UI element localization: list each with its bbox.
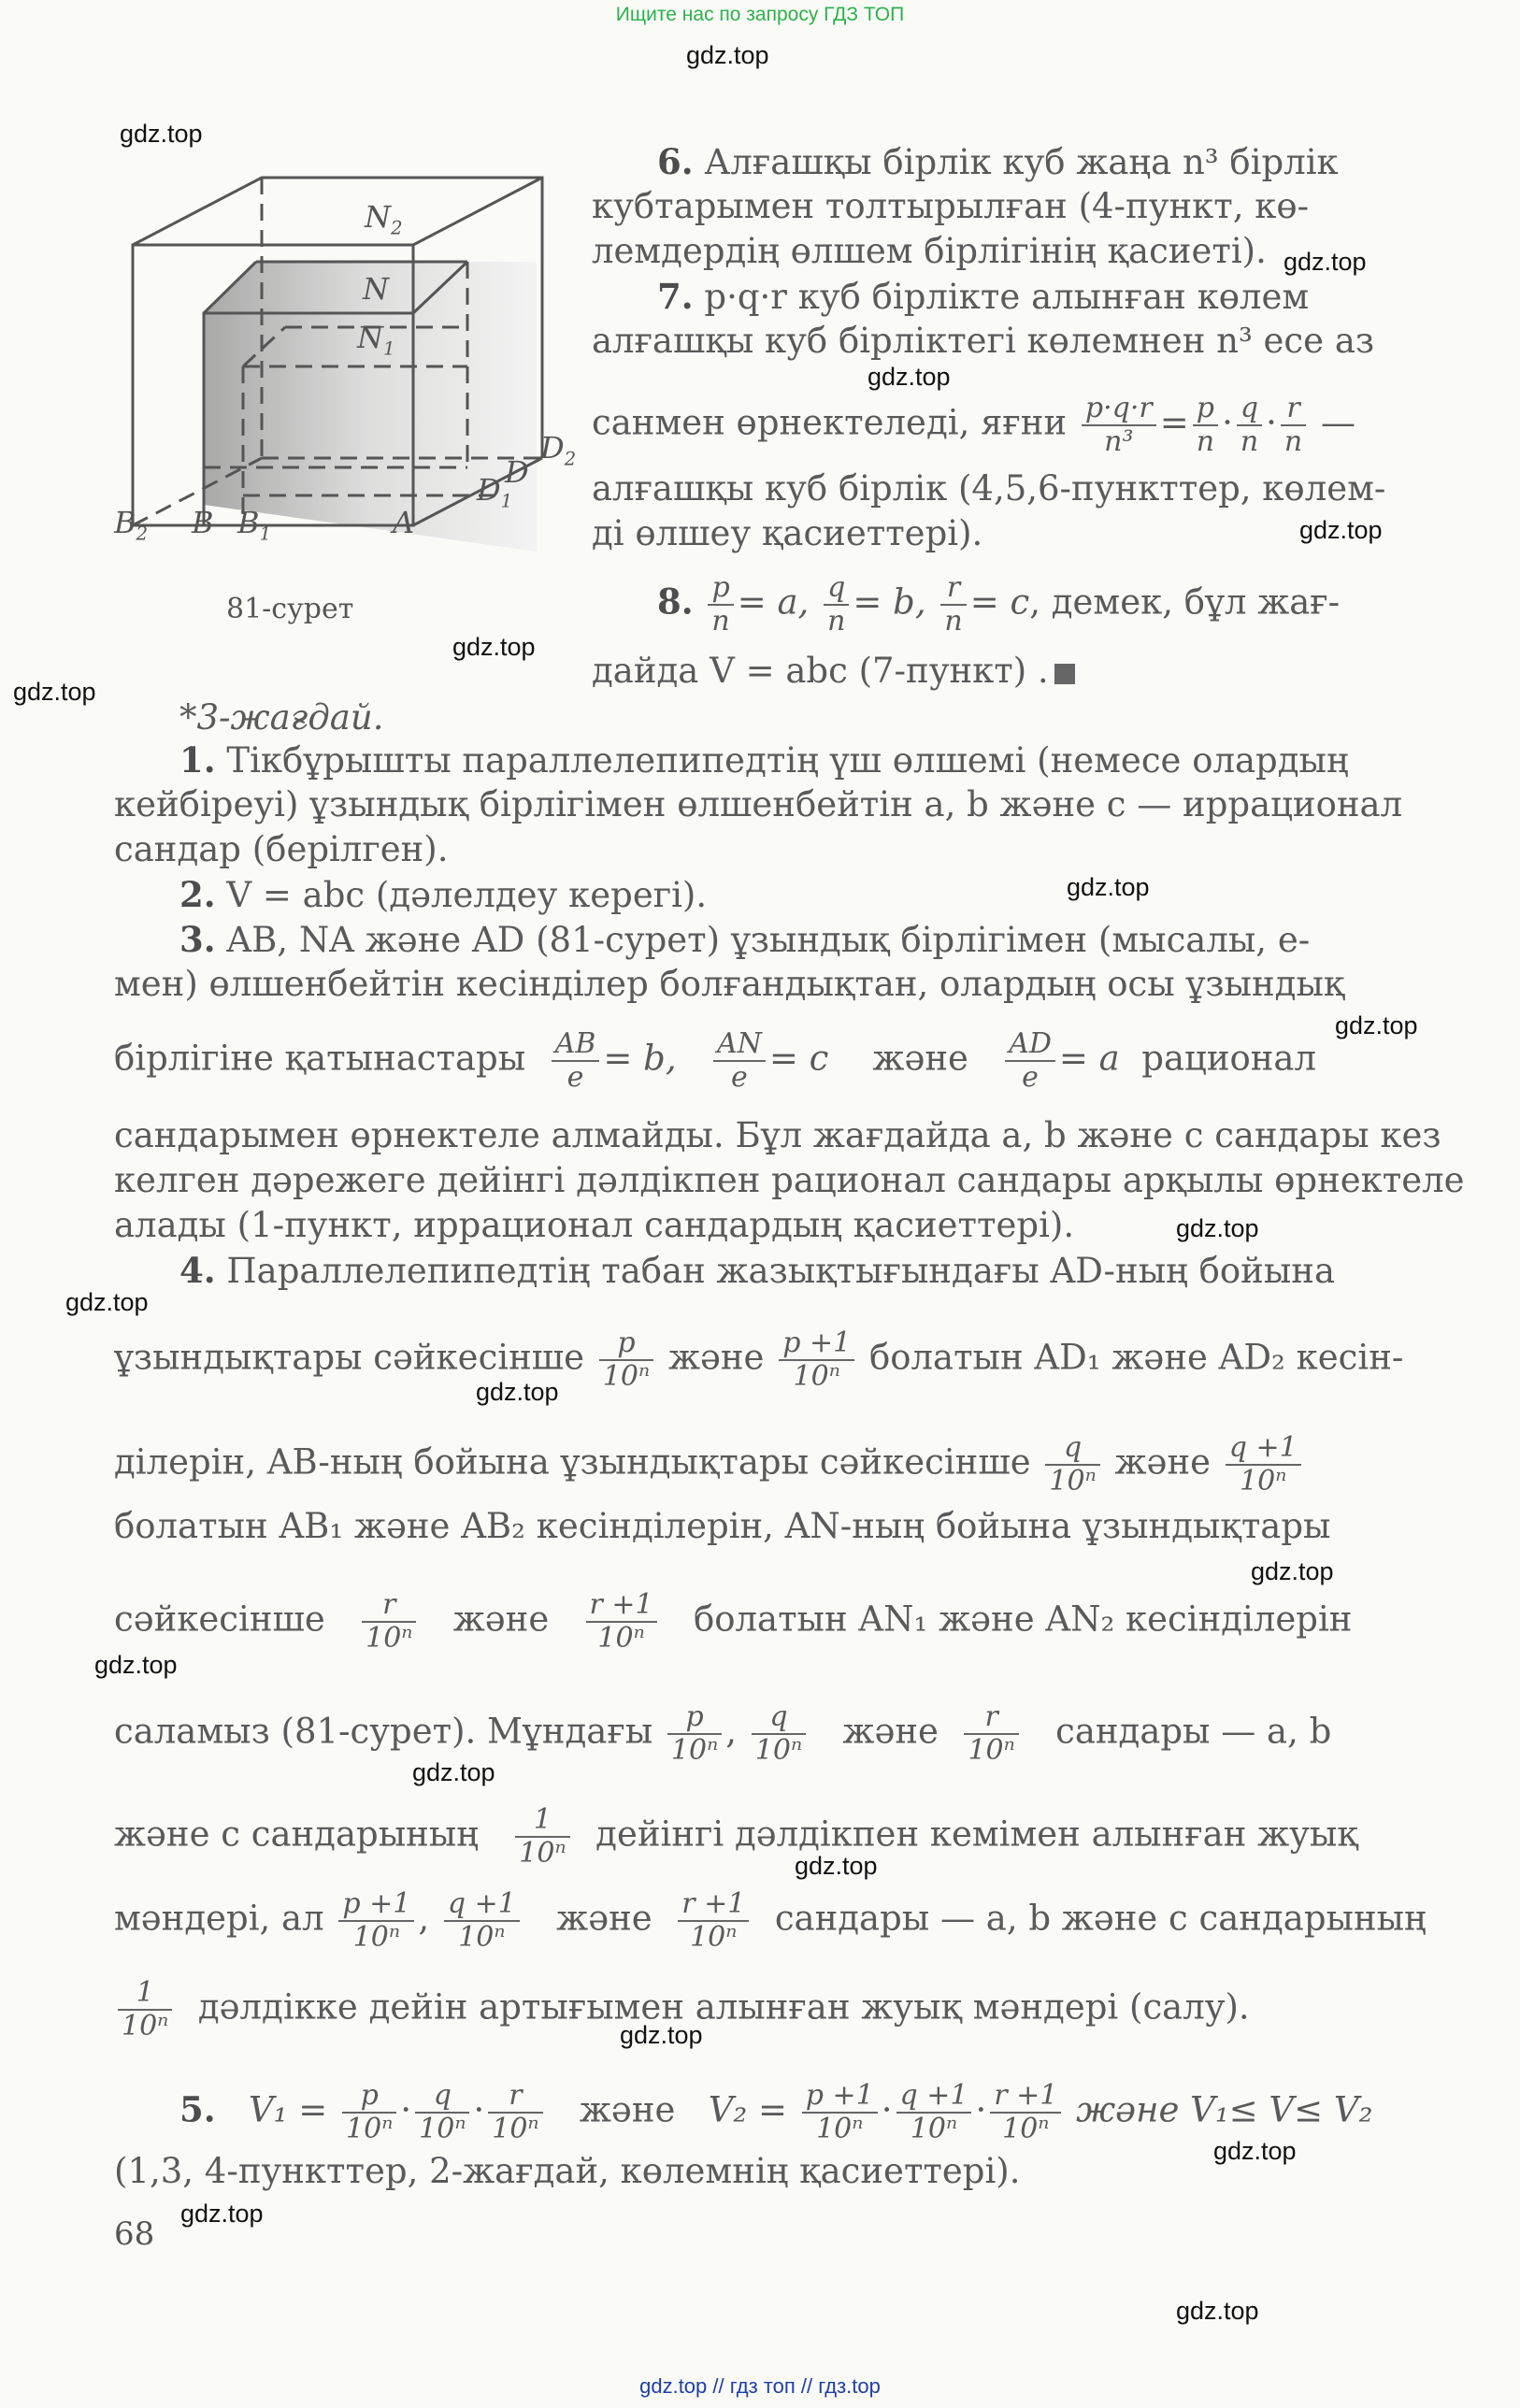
right-line-9: 8. $\frac{p}{n}$ = a, $\frac{q}{n}$ = b, $\frac{r}{n}$ = c, демек, бұл жағ- [657, 571, 1341, 638]
watermark: gdz.top [1299, 516, 1383, 544]
p1-line: кейбіреуі) ұзындық бірлігімен өлшенбейтін a, b және c — иррационал [114, 784, 1403, 824]
watermark: gdz.top [620, 2021, 703, 2049]
watermark: gdz.top [13, 678, 96, 706]
watermark: gdz.top [1251, 1557, 1334, 1585]
p4-line: болатын AB₁ және AB₂ кесінділерін, AN-ның бойына ұзындықтары [114, 1506, 1331, 1546]
p4-line: ұзындықтары сәйкесінше $\frac{p}{\text{10ⁿ}}$ және $\frac{p +1}{\text{10ⁿ}}$ болатын AD₁ және AD₂ кесін- [114, 1326, 1404, 1393]
top-banner[interactable]: Ищите нас по запросу ГДЗ ТОП [615, 4, 905, 25]
p4-line: $\frac{1}{\text{10ⁿ}}$ дәлдікке дейін артығымен алынған жуық мәндері (салу). [114, 1977, 1250, 2042]
watermark: gdz.top [868, 363, 951, 391]
label-B: B [192, 505, 214, 540]
watermark: gdz.top [65, 1288, 149, 1316]
p2-line: 2. V = abc (дәлелдеу керегі). [179, 874, 708, 915]
p4-line: сәйкесінше $\frac{r}{\text{10ⁿ}}$ және $\frac{r +1}{\text{10ⁿ}}$ болатын AN₁ және AN₂ кесінділерін [114, 1588, 1353, 1655]
label-N2: $N_2$ [365, 199, 403, 239]
case-heading: *3-жағдай. [179, 697, 384, 738]
watermark: gdz.top [1335, 1011, 1418, 1039]
p3-line: бірлігіне қатынастары $\frac{AB}{e}$ = b, $\frac{AN}{e}$ = c және $\frac{AD}{e}$ = a рационал [114, 1027, 1316, 1094]
label-N1: $N_1$ [357, 320, 395, 360]
p1-line: сандар (берілген). [114, 829, 449, 869]
p3-line: келген дәрежеге дейінгі дәлдікпен рационал сандары арқылы өрнектеле [114, 1160, 1465, 1200]
label-B2: $B_2$ [114, 505, 149, 545]
right-line-6: санмен өрнектеледі, яғни $\frac{p\cdot q\cdot r}{\text{n³}}$ = $\frac{p}{n}$ · $\frac{q}{n}$ · $\frac{r}{n}$ — [592, 392, 1356, 458]
right-line-5: алғашқы куб бірліктегі көлемнен n³ есе аз [592, 321, 1375, 361]
watermark: gdz.top [94, 1651, 178, 1679]
p4-line: 4. Параллелепипедтің табан жазықтығындағы AD-ның бойына [179, 1250, 1336, 1291]
page-number: 68 [114, 2215, 155, 2253]
bottom-banner[interactable]: gdz.top // гдз топ // гдз.top [639, 2374, 881, 2398]
p1-line: 1. Тікбұрышты параллелепипедтің үш өлшемі (немесе олардың [179, 739, 1349, 781]
p5-line: 5. V₁ = $\frac{p}{\text{10ⁿ}}$ · $\frac{q}{\text{10ⁿ}}$ · $\frac{r}{\text{10ⁿ}}$ және V₂ = $\frac{p +1}{\text{10ⁿ}}$ · $\frac{q +1}{\text{10ⁿ}}$ · $\frac{r +1}{\text{10ⁿ}}$ және V₁≤ V≤ V₂ [179, 2079, 1373, 2145]
right-line-8: ді өлшеу қасиеттері). [592, 513, 983, 553]
watermark: gdz.top [180, 2200, 264, 2228]
watermark: gdz.top [1176, 1214, 1259, 1242]
watermark: gdz.top [412, 1758, 495, 1786]
figure-caption: 81-сурет [226, 593, 354, 625]
watermark: gdz.top [795, 1852, 878, 1880]
label-D: D [505, 454, 529, 490]
right-line-4: 7. p·q·r куб бірлікте алынған көлем [657, 276, 1310, 317]
label-D1: $D_1$ [477, 472, 513, 512]
label-N: N [363, 271, 389, 307]
right-line-2: кубтарымен толтырылған (4-пункт, кө- [592, 186, 1310, 226]
watermark: gdz.top [1213, 2137, 1297, 2165]
watermark: gdz.top [1176, 2297, 1259, 2325]
p4-line: және c сандарының $\frac{1}{\text{10ⁿ}}$ дейінгі дәлдікпен кемімен алынған жуық [114, 1803, 1358, 1870]
label-B1: $B_1$ [237, 505, 272, 545]
end-of-proof-icon [1054, 664, 1075, 684]
p4-line: ділерін, AB-ның бойына ұзындықтары сәйкесінше $\frac{q}{\text{10ⁿ}}$ және $\frac{q +1}{\text{10ⁿ}}$ [114, 1432, 1305, 1498]
p3-line: алады (1-пункт, иррационал сандардың қасиеттері). [114, 1205, 1075, 1245]
p4-line: мәндері, ал $\frac{p +1}{\text{10ⁿ}}$ , $\frac{q +1}{\text{10ⁿ}}$ және $\frac{r +1}{\text{10ⁿ}}$ сандары — a, b және c сандарының [114, 1887, 1427, 1954]
label-A: A [393, 505, 415, 540]
watermark: gdz.top [476, 1378, 559, 1406]
p3-line: мен) өлшенбейтін кесінділер болғандықтан, олардың осы ұзындық [114, 964, 1345, 1004]
fraction: $\frac{p\cdot q\cdot r}{\text{n³}}$ [1082, 393, 1156, 458]
watermark: gdz.top [1283, 248, 1367, 276]
right-line-1: 6. Алғашқы бірлік куб жаңа n³ бірлік [657, 141, 1339, 182]
parallelepiped-figure [93, 159, 617, 561]
label-D2: $D_2$ [540, 430, 577, 470]
watermark: gdz.top [1067, 873, 1150, 901]
right-line-7: алғашқы куб бірлік (4,5,6-пункттер, көлем- [592, 468, 1386, 509]
watermark: gdz.top [120, 120, 203, 148]
right-line-10: дайда V = abc (7-пункт) . [592, 650, 1075, 693]
p3-line: сандарымен өрнектеле алмайды. Бұл жағдайда a, b және c сандары кез [114, 1115, 1441, 1155]
watermark: gdz.top [686, 41, 769, 69]
watermark: gdz.top [452, 633, 536, 661]
p4-line: саламыз (81-сурет). Мұндағы $\frac{p}{\text{10ⁿ}}$ , $\frac{q}{\text{10ⁿ}}$ және $\frac{r}{\text{10ⁿ}}$ сандары — a, b [114, 1700, 1332, 1767]
right-line-3: лемдердің өлшем бірлігінің қасиеті). [592, 231, 1267, 271]
p5-line: (1,3, 4-пункттер, 2-жағдай, көлемнің қасиеттері). [114, 2151, 1021, 2191]
p3-line: 3. AB, NA және AD (81-сурет) ұзындық бірлігімен (мысалы, e- [179, 919, 1311, 960]
